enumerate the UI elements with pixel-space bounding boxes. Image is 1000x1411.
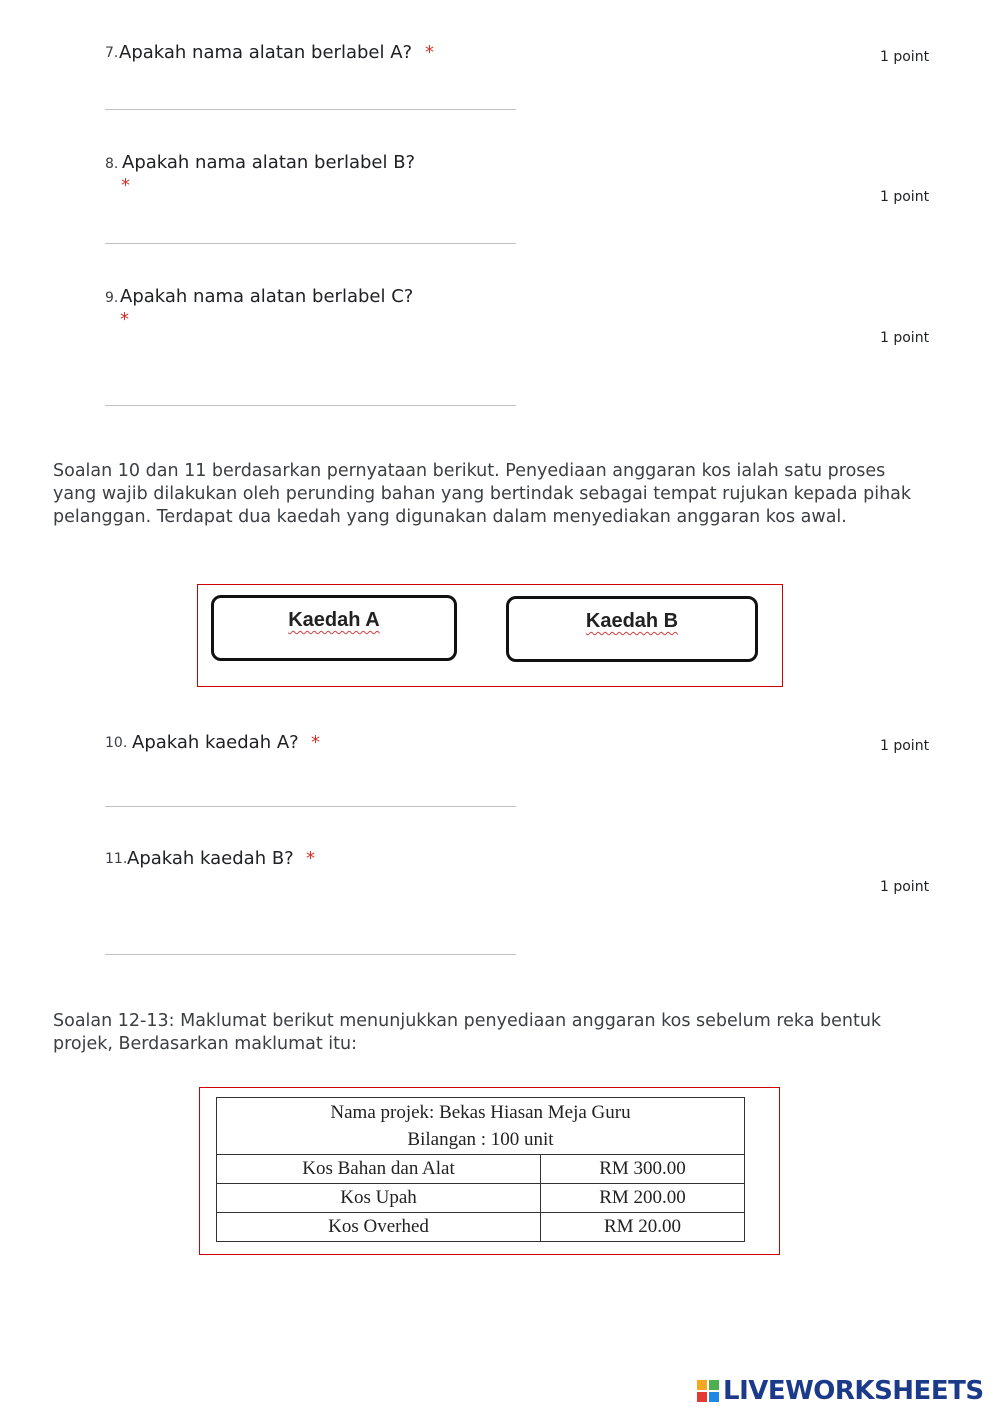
question-7-required-icon: * [425,42,434,63]
table-row [217,1213,745,1242]
question-9-required-icon: * [120,309,129,330]
kaedah-image [197,584,783,687]
question-7-points: 1 point [880,49,930,65]
cost-value: RM 200.00 [541,1184,745,1213]
question-10-answer-input[interactable] [105,806,516,807]
question-10-text: Apakah kaedah A? [132,732,299,753]
table-row [217,1184,745,1213]
question-11-number: 11. [105,851,128,867]
question-10-required-icon: * [311,732,320,753]
section-12-13-description: Soalan 12-13: Maklumat berikut menunjukkan penyediaan anggaran kos sebelum reka bentuk projek, Berdasarkan maklumat itu: [53,1011,882,1054]
question-8-answer-input[interactable] [105,243,516,244]
question-9-number: 9. [105,290,119,306]
cost-label: Kos Upah [217,1184,541,1213]
liveworksheets-logo [697,1375,984,1407]
question-7-answer-input[interactable] [105,109,516,110]
cost-label: Kos Bahan dan Alat [217,1155,541,1184]
kaedah-b-box [506,596,758,662]
cost-table-header [217,1098,745,1155]
section-10-11-description: Soalan 10 dan 11 berdasarkan pernyataan berikut. Penyediaan anggaran kos ialah satu proses yang wajib dilakukan oleh perunding bahan yang bertindak sebagai tempat rujukan kepada pihak pelanggan. Terdapat dua kaedah yang digunakan dalam menyediakan anggaran kos awal. [53,461,912,527]
question-7-number: 7. [105,45,119,61]
cost-table [216,1097,745,1242]
question-11-points: 1 point [880,879,930,895]
question-10-number: 10. [105,735,128,751]
question-7-text: Apakah nama alatan berlabel A? [119,42,413,63]
question-11-required-icon: * [306,848,315,869]
question-8-number: 8. [105,156,119,172]
cost-value: RM 20.00 [541,1213,745,1242]
question-9-answer-input[interactable] [105,405,516,406]
liveworksheets-logo-icon [697,1380,719,1402]
project-quantity: Bilangan : 100 unit [407,1129,554,1150]
question-11-answer-input[interactable] [105,954,516,955]
table-row [217,1155,745,1184]
question-8-required-icon: * [121,175,130,196]
question-9-text: Apakah nama alatan berlabel C? [120,286,414,307]
kaedah-a-label: Kaedah A [288,609,380,631]
cost-value: RM 300.00 [541,1155,745,1184]
question-8-text: Apakah nama alatan berlabel B? [122,152,416,173]
kaedah-a-box [211,595,457,661]
liveworksheets-logo-text: LIVEWORKSHEETS [723,1376,984,1406]
question-9-points: 1 point [880,330,930,346]
question-10-points: 1 point [880,738,930,754]
question-8-points: 1 point [880,189,930,205]
kaedah-b-label: Kaedah B [585,610,679,632]
cost-label: Kos Overhed [217,1213,541,1242]
question-11-text: Apakah kaedah B? [127,848,294,869]
project-name: Nama projek: Bekas Hiasan Meja Guru [330,1102,631,1123]
